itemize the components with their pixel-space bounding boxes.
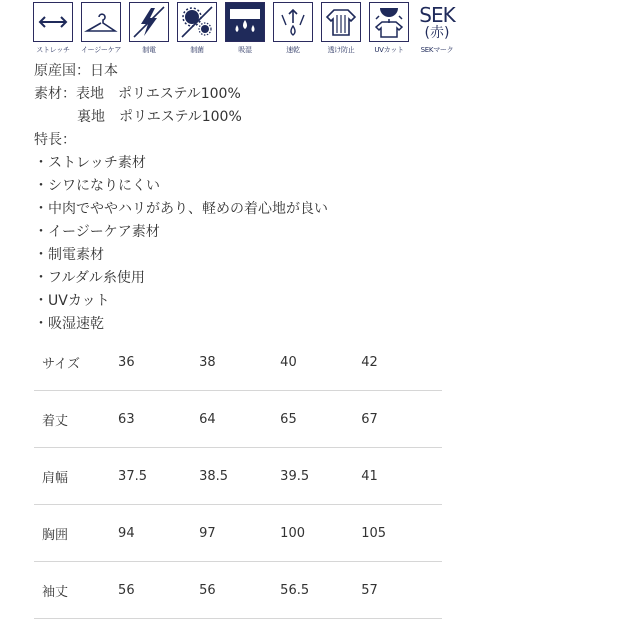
stretch-icon	[33, 2, 73, 42]
table-cell: 64	[199, 391, 280, 448]
measure-label: 肩幅	[34, 448, 118, 505]
icon-cell-antibacterial	[175, 2, 219, 55]
size-header-cell: 42	[361, 334, 442, 391]
features-heading: 特長：	[34, 132, 76, 148]
feature-item: ・制電素材	[34, 247, 104, 263]
table-cell: 56.5	[280, 562, 361, 619]
table-cell: 65	[280, 391, 361, 448]
quick-dry-icon	[273, 2, 313, 42]
moisture-absorb-icon	[225, 2, 265, 42]
table-cell: 57	[361, 562, 442, 619]
measure-label: 着丈	[34, 391, 118, 448]
size-header-cell: 36	[118, 334, 199, 391]
icon-label: ストレッチ	[36, 46, 70, 54]
feature-item: ・シワになりにくい	[34, 178, 160, 194]
feature-item: ・イージーケア素材	[34, 224, 160, 240]
icon-cell-moisture	[223, 2, 267, 55]
uv-cut-icon	[369, 2, 409, 42]
anti-see-through-icon	[321, 2, 361, 42]
icon-label: イージーケア	[80, 46, 122, 54]
feature-item: ・吸湿速乾	[34, 316, 104, 332]
size-header-cell: 40	[280, 334, 361, 391]
table-cell: 105	[361, 505, 442, 562]
table-cell: 97	[199, 505, 280, 562]
icon-label: 吸湿	[238, 46, 252, 54]
icon-label: 透け防止	[327, 46, 355, 54]
icon-cell-anti-see-through	[319, 2, 363, 55]
icon-cell-quick-dry	[271, 2, 315, 55]
feature-item: ・UVカット	[34, 293, 110, 309]
table-row	[34, 448, 442, 505]
antibacterial-icon	[177, 2, 217, 42]
sek-mark-bottom: (赤)	[424, 24, 450, 41]
sek-mark-icon	[417, 2, 457, 42]
origin-line: 原産国：日本	[34, 63, 118, 79]
table-row	[34, 505, 442, 562]
feature-item: ・中肉でややハリがあり、軽めの着心地が良い	[34, 201, 328, 217]
material-lining-line: 裏地 ポリエステル100%	[77, 109, 242, 125]
icon-cell-easy-care	[79, 2, 123, 55]
icon-cell-sek	[415, 2, 459, 55]
product-info	[34, 60, 328, 336]
feature-icon-row	[31, 2, 459, 55]
icon-label: SEKマーク	[420, 46, 454, 54]
table-cell: 67	[361, 391, 442, 448]
table-cell: 41	[361, 448, 442, 505]
icon-label: 速乾	[286, 46, 300, 54]
table-cell: 94	[118, 505, 199, 562]
icon-cell-antistatic	[127, 2, 171, 55]
icon-label: 制電	[142, 46, 156, 54]
feature-item: ・フルダル糸使用	[34, 270, 145, 286]
icon-label: UVカット	[374, 46, 404, 54]
antistatic-icon	[129, 2, 169, 42]
table-cell: 63	[118, 391, 199, 448]
table-cell: 39.5	[280, 448, 361, 505]
table-row	[34, 562, 442, 619]
table-cell: 56	[118, 562, 199, 619]
icon-cell-stretch	[31, 2, 75, 55]
table-cell: 38.5	[199, 448, 280, 505]
size-header-cell: 38	[199, 334, 280, 391]
table-cell: 37.5	[118, 448, 199, 505]
table-row	[34, 391, 442, 448]
table-cell: 100	[280, 505, 361, 562]
size-table-header-row	[34, 334, 442, 391]
measure-label: 胸囲	[34, 505, 118, 562]
size-header-cell: サイズ	[34, 334, 118, 391]
easy-care-icon	[81, 2, 121, 42]
icon-cell-uv-cut	[367, 2, 411, 55]
icon-label: 制菌	[190, 46, 204, 54]
feature-item: ・ストレッチ素材	[34, 155, 146, 171]
material-outer-line: 素材：表地 ポリエステル100%	[34, 86, 241, 102]
measure-label: 袖丈	[34, 562, 118, 619]
size-table	[34, 334, 442, 619]
table-cell: 56	[199, 562, 280, 619]
sek-mark-top: SEK	[419, 2, 455, 27]
